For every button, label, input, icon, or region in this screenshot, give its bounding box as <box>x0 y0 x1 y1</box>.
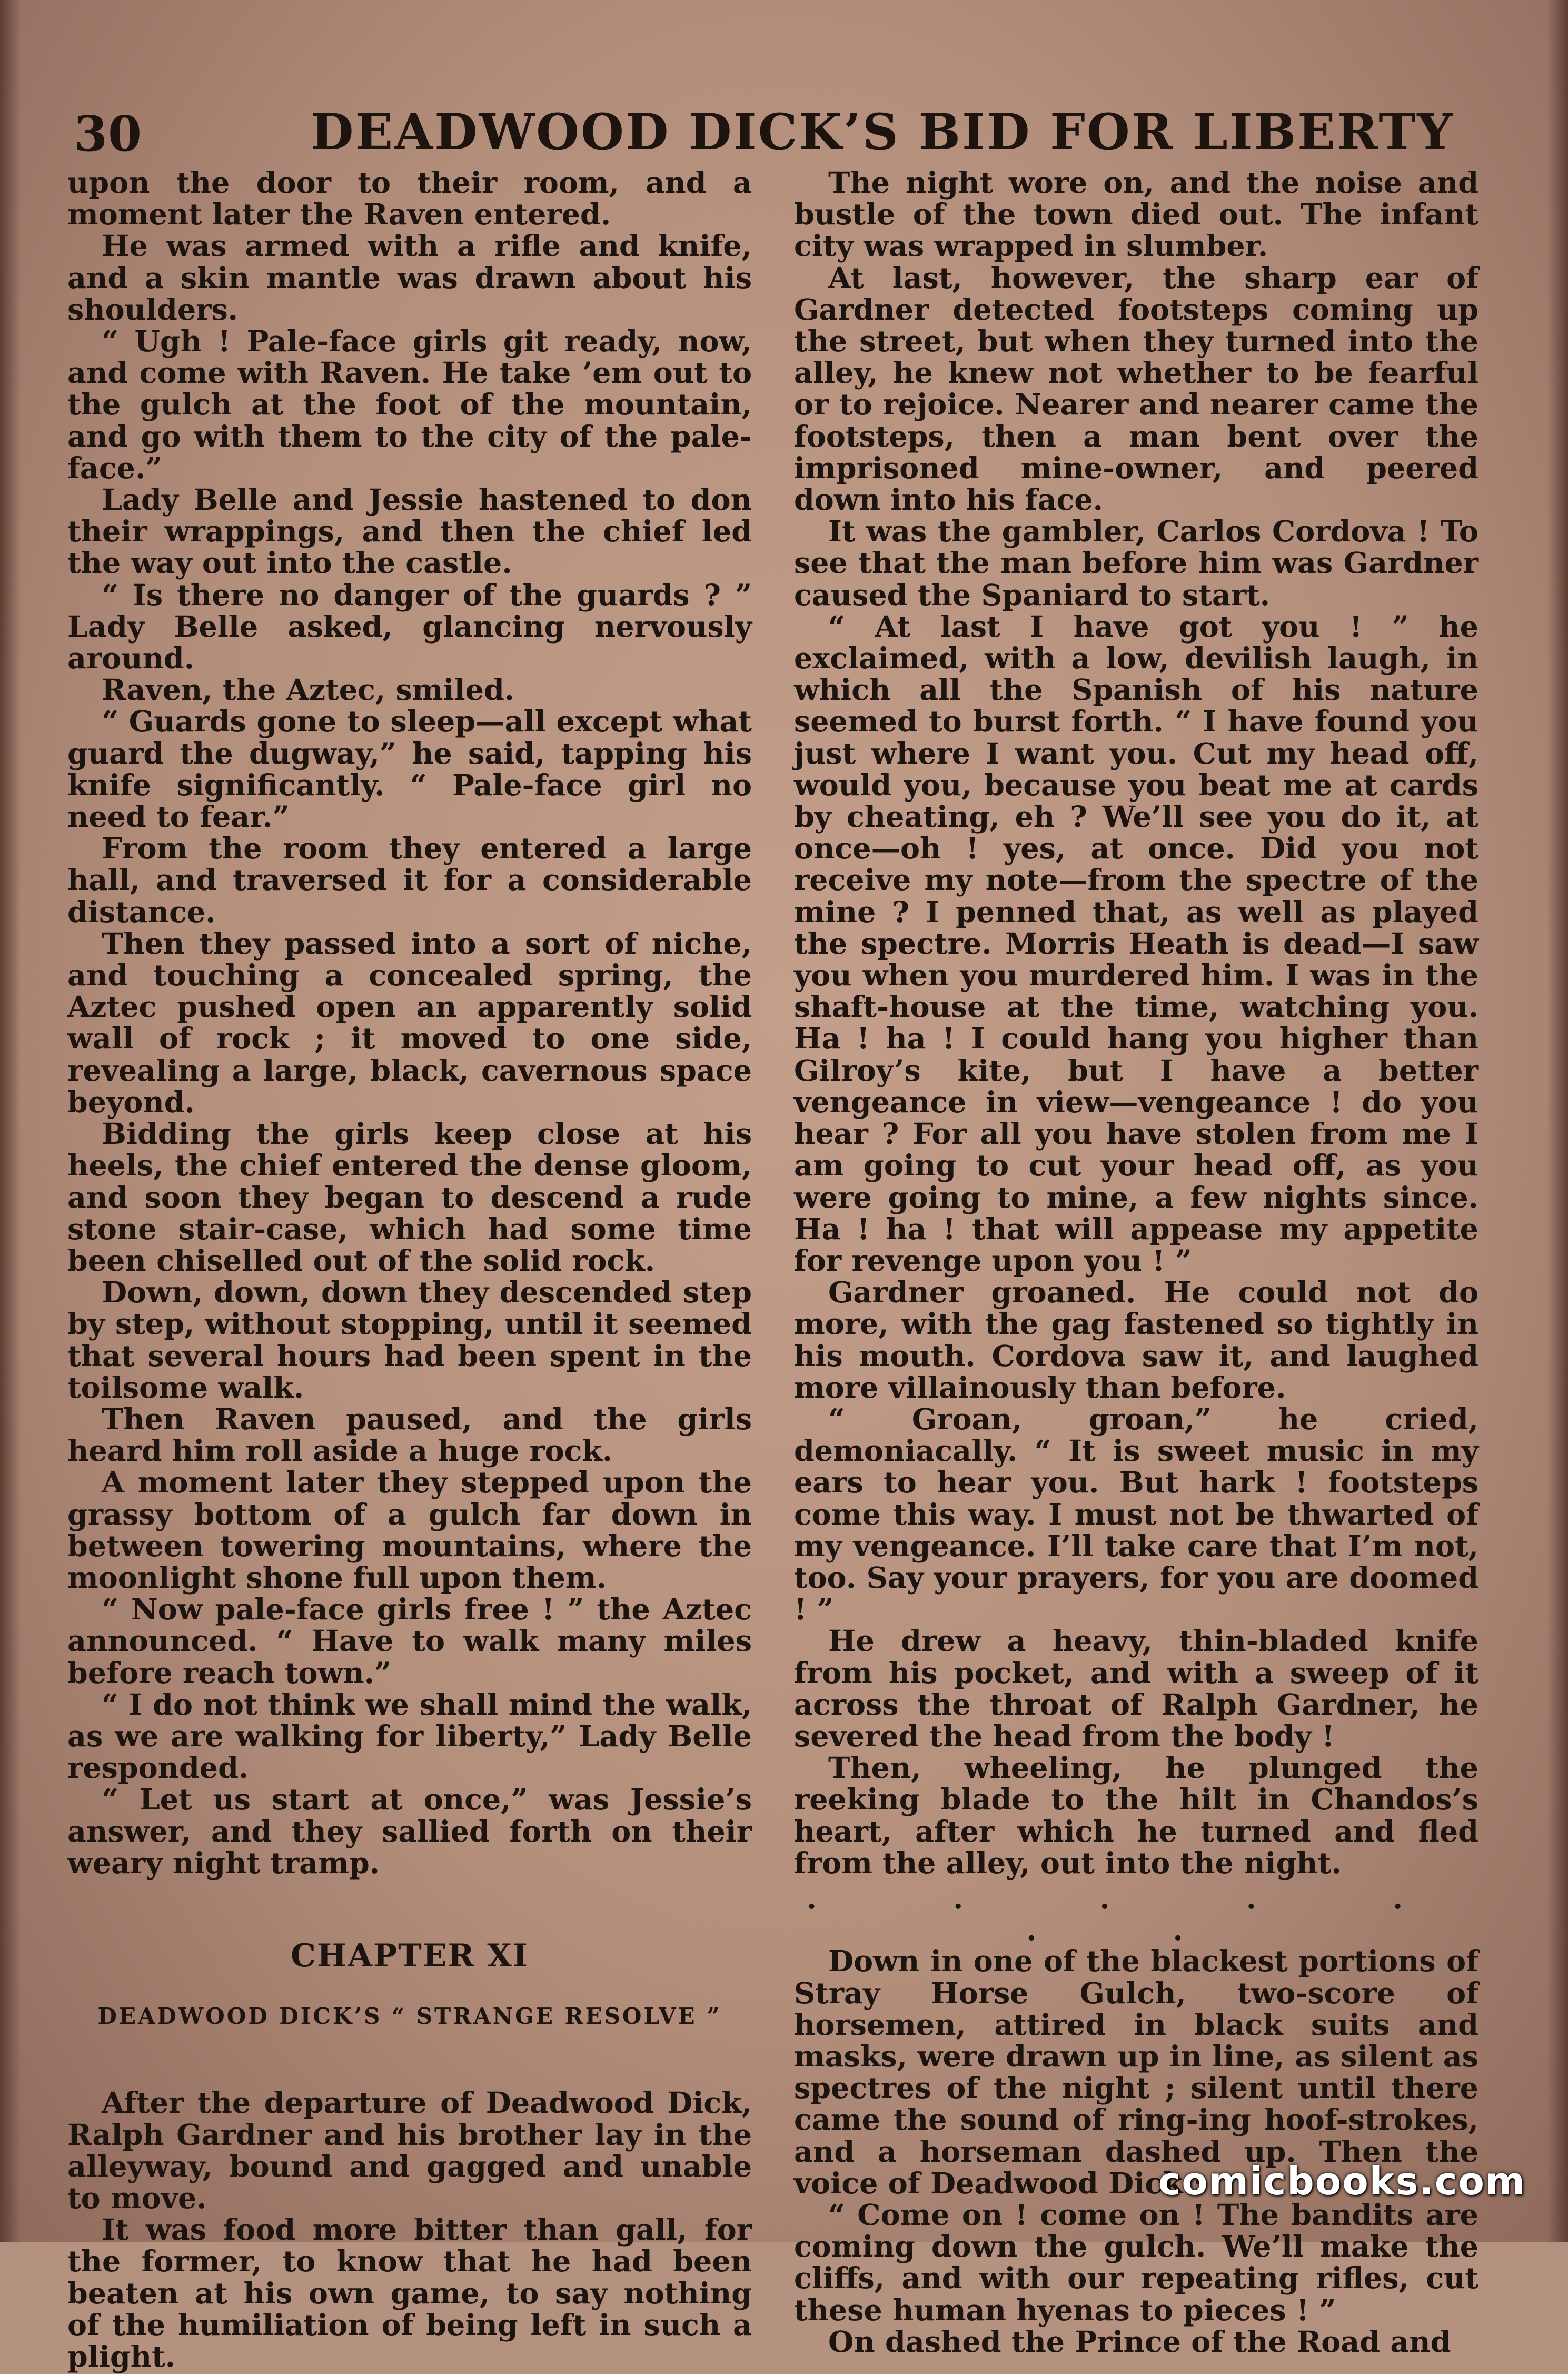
paragraph: After the departure of Deadwood Dick, Ralph Gardner and his brother lay in the alleyway, bound and gagged and unable to move. <box>67 2086 752 2215</box>
paragraph: “ Now pale-face girls free ! ” the Aztec announced. “ Have to walk many miles before reach town.” <box>67 1592 752 1690</box>
paragraph: He was armed with a rifle and knife, and a skin mantle was drawn about his shoulders. <box>67 229 752 327</box>
paragraph: Then Raven paused, and the girls heard him roll aside a huge rock. <box>67 1402 752 1469</box>
paragraph: “ At last I have got you ! ” he exclaimed, with a low, devilish laugh, in which all the Spanish of his nature seemed to burst forth. “ I have found you just where I want you. Cut my head off, would you, because you beat me at cards by cheating, eh ? We’ll see you do it, at once—oh ! yes, at once. Did you not receive my note—from the spectre of the mine ? I penned that, as well as played the spectre. Morris Heath is dead—I saw you when you murdered him. I was in the shaft-house at the time, watching you. Ha ! ha ! I could hang you higher than Gilroy’s kite, but I have a better vengeance in view—vengeance ! do you hear ? For all you have stolen from me I am going to cut your head off, as you were going to mine, a few nights since. Ha ! ha ! that will appease my appetite for revenge upon you ! ” <box>794 609 1478 1278</box>
paragraph: “ Come on ! come on ! The bandits are coming down the gulch. We’ll make the cliffs, and with our repeating rifles, cut these human hyenas to pieces ! ” <box>794 2198 1478 2328</box>
paragraph: “ Groan, groan,” he cried, demoniacally. “ It is sweet music in my ears to hear you. But hark ! footsteps come this way. I must not be thwarted of my vengeance. I’ll take care that I’m not, too. Say your prayers, for you are doomed ! ” <box>794 1402 1478 1627</box>
paragraph: Then they passed into a sort of niche, and touching a concealed spring, the Aztec pushed open an apparently solid wall of rock ; it moved to one side, revealing a large, black, cavernous space beyond. <box>67 926 752 1120</box>
page-edge-right <box>1547 0 1568 2242</box>
paragraph: “ Let us start at once,” was Jessie’s answer, and they sallied forth on their weary night tramp. <box>67 1783 752 1881</box>
chapter-heading: CHAPTER XI <box>291 1937 529 1974</box>
page-number: 30 <box>74 105 143 162</box>
paragraph: Lady Belle and Jessie hastened to don their wrappings, and then the chief led the way out into the castle. <box>67 483 752 581</box>
paragraph: “ I do not think we shall mind the walk, as we are walking for liberty,” Lady Belle responded. <box>67 1687 752 1786</box>
page-edge-left <box>0 0 21 2242</box>
paragraph: Bidding the girls keep close at his heels, the chief entered the dense gloom, and soon they began to descend a rude stone stair-case, which had some time been chiselled out of the solid rock. <box>67 1117 752 1278</box>
right-column <box>794 167 1478 2358</box>
section-break: . . . . . . . <box>806 1881 1466 1947</box>
paragraph: “ Ugh ! Pale-face girls git ready, now, and come with Raven. He take ’em out to the gulch at the foot of the mountain, and go with them to the city of the pale-face.” <box>67 324 752 486</box>
left-column <box>67 167 752 2373</box>
paragraph: “ Guards gone to sleep—all except what guard the dugway,” he said, tapping his knife significantly. “ Pale-face girl no need to fear.” <box>67 705 752 835</box>
paragraph: Raven, the Aztec, smiled. <box>102 673 515 708</box>
paragraph: “ Is there no danger of the guards ? ” Lady Belle asked, glancing nervously around. <box>67 578 752 676</box>
paragraph: upon the door to their room, and a moment later the Raven entered. <box>67 166 752 232</box>
paragraph: From the room they entered a large hall, and traversed it for a considerable distance. <box>67 832 752 929</box>
paragraph: It was food more bitter than gall, for the former, to know that he had been beaten at his own game, to say nothing of the humiliation of being left in such a plight. <box>67 2213 752 2374</box>
paragraph: The night wore on, and the noise and bustle of the town died out. The infant city was wrapped in slumber. <box>794 166 1478 264</box>
paragraph: Down in one of the blackest portions of Stray Horse Gulch, two-score of horsemen, attired in black suits and masks, were drawn up in line, as silent as spectres of the night ; silent until there came the sound of ring-ing hoof-strokes, and a horseman dashed up. Then the voice of Deadwood Dick : <box>794 1944 1478 2201</box>
paragraph: On dashed the Prince of the Road and <box>828 2324 1451 2359</box>
paragraph: Down, down, down they descended step by step, without stopping, until it seemed that several hours had been spent in the toilsome walk. <box>67 1275 752 1405</box>
paragraph: It was the gambler, Carlos Cordova ! To see that the man before him was Gardner caused the Spaniard to start. <box>794 515 1478 612</box>
chapter-title: DEADWOOD DICK’S “ STRANGE RESOLVE ” <box>97 2003 722 2030</box>
running-title: DEADWOOD DICK’S BID FOR LIBERTY <box>311 103 1454 161</box>
paragraph: At last, however, the sharp ear of Gardner detected footsteps coming up the street, but when they turned into the alley, he knew not whether to be fearful or to rejoice. Nearer and nearer came the footsteps, then a man bent over the imprisoned mine-owner, and peered down into his face. <box>794 261 1478 518</box>
watermark: comicbooks.com <box>1158 2159 1526 2203</box>
paragraph: Gardner groaned. He could not do more, with the gag fastened so tightly in his mouth. Cordova saw it, and laughed more villainously than before. <box>794 1275 1478 1405</box>
paragraph: Then, wheeling, he plunged the reeking blade to the hilt in Chandos’s heart, after which he turned and fled from the alley, out into the night. <box>794 1751 1478 1881</box>
paragraph: He drew a heavy, thin-bladed knife from his pocket, and with a sweep of it across the throat of Ralph Gardner, he severed the head from the body ! <box>794 1624 1478 1754</box>
paragraph: A moment later they stepped upon the grassy bottom of a gulch far down in between towering mountains, where the moonlight shone full upon them. <box>67 1466 752 1595</box>
